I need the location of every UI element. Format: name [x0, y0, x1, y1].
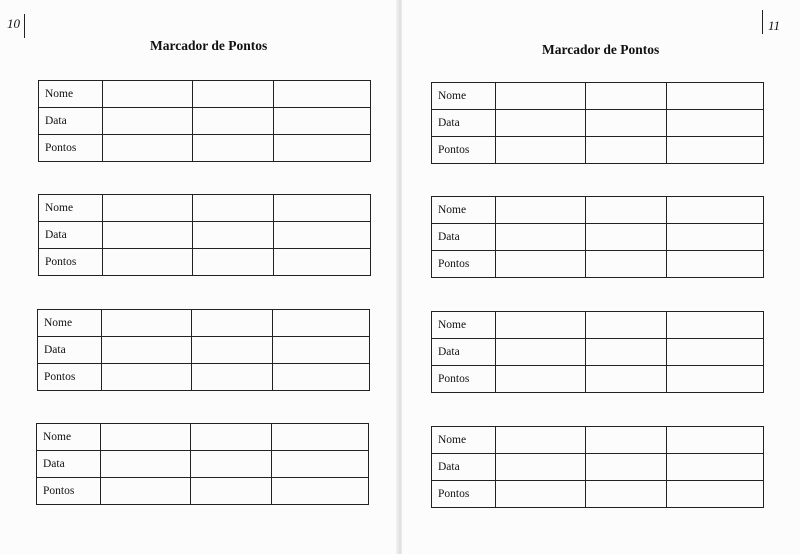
row-label-data: Data	[432, 110, 496, 137]
row-label-pontos: Pontos	[39, 135, 103, 162]
score-cell[interactable]	[193, 195, 274, 222]
score-cell[interactable]	[103, 135, 193, 162]
page-number: 10	[7, 14, 25, 38]
table-row	[432, 366, 764, 393]
score-cell[interactable]	[274, 81, 371, 108]
score-cell[interactable]	[496, 339, 586, 366]
table-row	[39, 135, 371, 162]
score-cell[interactable]	[102, 310, 192, 337]
score-cell[interactable]	[586, 110, 667, 137]
row-label-data: Data	[432, 339, 496, 366]
score-cell[interactable]	[274, 135, 371, 162]
score-cell[interactable]	[667, 251, 764, 278]
score-cell[interactable]	[667, 366, 764, 393]
score-cell[interactable]	[667, 427, 764, 454]
score-cell[interactable]	[496, 224, 586, 251]
score-cell[interactable]	[667, 110, 764, 137]
score-cell[interactable]	[667, 339, 764, 366]
score-cell[interactable]	[586, 454, 667, 481]
row-label-nome: Nome	[432, 312, 496, 339]
row-label-pontos: Pontos	[432, 481, 496, 508]
score-cell[interactable]	[193, 81, 274, 108]
score-cell[interactable]	[586, 312, 667, 339]
score-cell[interactable]	[496, 83, 586, 110]
score-table	[431, 82, 764, 164]
score-table	[36, 423, 369, 505]
score-cell[interactable]	[586, 339, 667, 366]
score-cell[interactable]	[103, 222, 193, 249]
score-cell[interactable]	[496, 137, 586, 164]
row-label-data: Data	[38, 337, 102, 364]
table-row	[432, 427, 764, 454]
table-row	[39, 81, 371, 108]
score-cell[interactable]	[586, 427, 667, 454]
score-cell[interactable]	[667, 312, 764, 339]
score-cell[interactable]	[103, 249, 193, 276]
row-label-pontos: Pontos	[432, 366, 496, 393]
score-cell[interactable]	[586, 251, 667, 278]
score-cell[interactable]	[496, 427, 586, 454]
table-row	[37, 424, 369, 451]
row-label-data: Data	[37, 451, 101, 478]
score-table	[431, 426, 764, 508]
score-cell[interactable]	[496, 481, 586, 508]
score-cell[interactable]	[192, 310, 273, 337]
table-row	[432, 137, 764, 164]
score-cell[interactable]	[586, 481, 667, 508]
score-cell[interactable]	[193, 135, 274, 162]
score-cell[interactable]	[102, 337, 192, 364]
score-cell[interactable]	[103, 108, 193, 135]
row-label-data: Data	[39, 108, 103, 135]
row-label-nome: Nome	[432, 197, 496, 224]
score-cell[interactable]	[274, 195, 371, 222]
page-title: Marcador de Pontos	[150, 38, 268, 53]
table-row	[37, 451, 369, 478]
table-row	[432, 83, 764, 110]
score-table	[38, 80, 371, 162]
score-cell[interactable]	[191, 478, 272, 505]
row-label-data: Data	[432, 224, 496, 251]
score-table	[431, 311, 764, 393]
score-cell[interactable]	[586, 224, 667, 251]
score-cell[interactable]	[667, 481, 764, 508]
table-row	[39, 108, 371, 135]
score-table	[38, 194, 371, 276]
row-label-pontos: Pontos	[38, 364, 102, 391]
score-cell[interactable]	[192, 364, 273, 391]
score-cell[interactable]	[272, 478, 369, 505]
row-label-nome: Nome	[38, 310, 102, 337]
right-page	[402, 0, 800, 554]
score-cell[interactable]	[667, 197, 764, 224]
row-label-nome: Nome	[39, 81, 103, 108]
row-label-data: Data	[39, 222, 103, 249]
row-label-pontos: Pontos	[432, 251, 496, 278]
score-cell[interactable]	[193, 249, 274, 276]
score-cell[interactable]	[667, 454, 764, 481]
table-row	[38, 310, 370, 337]
row-label-nome: Nome	[37, 424, 101, 451]
row-label-nome: Nome	[39, 195, 103, 222]
score-cell[interactable]	[496, 312, 586, 339]
table-row	[432, 251, 764, 278]
score-cell[interactable]	[191, 424, 272, 451]
row-label-pontos: Pontos	[39, 249, 103, 276]
row-label-data: Data	[432, 454, 496, 481]
table-row	[432, 312, 764, 339]
left-page	[0, 0, 398, 554]
row-label-nome: Nome	[432, 427, 496, 454]
table-row	[39, 222, 371, 249]
score-cell[interactable]	[496, 366, 586, 393]
score-cell[interactable]	[192, 337, 273, 364]
score-cell[interactable]	[586, 137, 667, 164]
score-cell[interactable]	[586, 197, 667, 224]
score-cell[interactable]	[101, 478, 191, 505]
score-cell[interactable]	[191, 451, 272, 478]
table-row	[432, 110, 764, 137]
table-row	[432, 197, 764, 224]
table-row	[432, 224, 764, 251]
score-table	[37, 309, 370, 391]
score-cell[interactable]	[273, 310, 370, 337]
score-cell[interactable]	[102, 364, 192, 391]
table-row	[37, 478, 369, 505]
score-cell[interactable]	[273, 337, 370, 364]
score-cell[interactable]	[667, 224, 764, 251]
page-number: 11	[762, 10, 780, 34]
table-row	[432, 339, 764, 366]
score-cell[interactable]	[101, 451, 191, 478]
table-row	[432, 454, 764, 481]
score-cell[interactable]	[272, 451, 369, 478]
score-cell[interactable]	[667, 137, 764, 164]
score-cell[interactable]	[274, 222, 371, 249]
score-cell[interactable]	[667, 83, 764, 110]
score-cell[interactable]	[274, 108, 371, 135]
score-cell[interactable]	[586, 366, 667, 393]
score-table	[431, 196, 764, 278]
score-cell[interactable]	[274, 249, 371, 276]
score-cell[interactable]	[496, 110, 586, 137]
row-label-pontos: Pontos	[37, 478, 101, 505]
score-cell[interactable]	[193, 108, 274, 135]
score-cell[interactable]	[101, 424, 191, 451]
score-cell[interactable]	[103, 81, 193, 108]
table-row	[38, 337, 370, 364]
score-cell[interactable]	[586, 83, 667, 110]
table-row	[432, 481, 764, 508]
table-row	[39, 195, 371, 222]
score-cell[interactable]	[272, 424, 369, 451]
score-cell[interactable]	[496, 197, 586, 224]
score-cell[interactable]	[103, 195, 193, 222]
table-row	[38, 364, 370, 391]
score-cell[interactable]	[496, 454, 586, 481]
score-cell[interactable]	[273, 364, 370, 391]
score-cell[interactable]	[193, 222, 274, 249]
row-label-nome: Nome	[432, 83, 496, 110]
page-title: Marcador de Pontos	[542, 42, 660, 57]
table-row	[39, 249, 371, 276]
row-label-pontos: Pontos	[432, 137, 496, 164]
score-cell[interactable]	[496, 251, 586, 278]
